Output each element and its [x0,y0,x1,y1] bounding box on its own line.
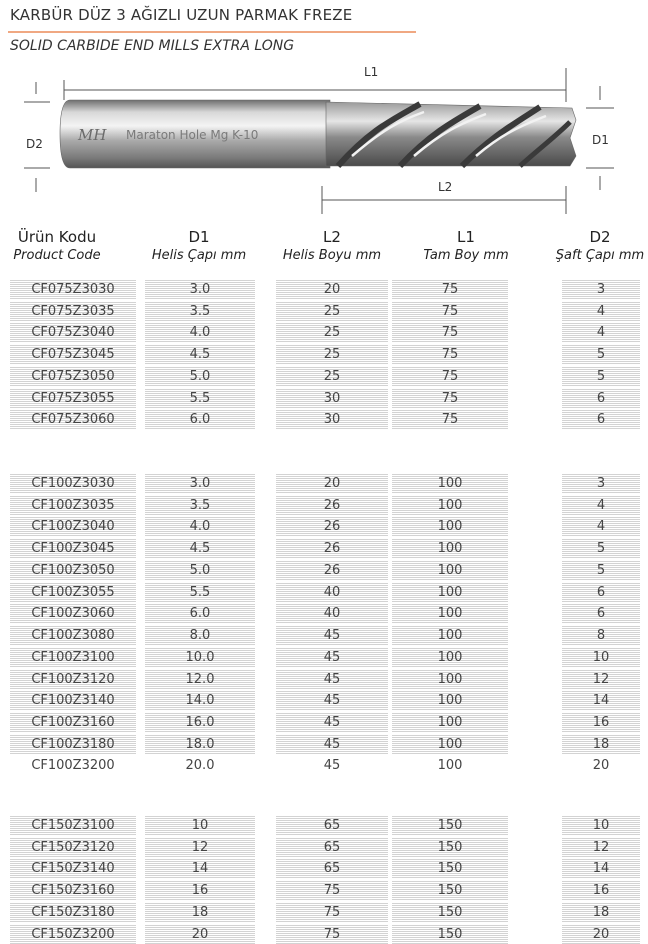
cell-l2: 65 [276,838,388,857]
cell-product-code: CF100Z3040 [10,517,136,536]
cell-d2: 4 [562,517,640,536]
cell-product-code: CF100Z3030 [10,474,136,493]
cell-d1: 3.5 [145,496,255,515]
column-header-d2: D2 Şaft Çapı mm [555,228,645,263]
cell-product-code: CF075Z3030 [10,280,136,299]
cell-l1: 100 [392,670,508,689]
cell-l2: 20 [276,280,388,299]
cell-l1: 100 [392,626,508,645]
cell-d2: 10 [562,816,640,835]
cell-product-code: CF100Z3160 [10,713,136,732]
cell-d2: 6 [562,583,640,602]
label-l2: L2 [438,180,453,194]
cell-product-code: CF075Z3060 [10,410,136,429]
cell-d1: 16 [145,881,255,900]
cell-l1: 75 [392,367,508,386]
cell-product-code: CF075Z3040 [10,323,136,342]
cell-l2: 45 [276,626,388,645]
cell-product-code: CF100Z3060 [10,604,136,623]
cell-d1: 10.0 [145,648,255,667]
cell-product-code: CF100Z3080 [10,626,136,645]
cell-product-code: CF075Z3050 [10,367,136,386]
cell-l1: 75 [392,280,508,299]
cell-product-code: CF150Z3100 [10,816,136,835]
cell-product-code: CF150Z3160 [10,881,136,900]
cell-l2: 25 [276,323,388,342]
cell-l2: 25 [276,345,388,364]
cell-d2: 5 [562,539,640,558]
cell-d1: 5.5 [145,389,255,408]
tool-logo: MH [78,126,107,144]
cell-product-code: CF075Z3045 [10,345,136,364]
cell-d1: 6.0 [145,604,255,623]
cell-d2: 8 [562,626,640,645]
cell-l1: 75 [392,323,508,342]
label-d1: D1 [592,133,609,147]
cell-product-code: CF100Z3100 [10,648,136,667]
cell-d2: 18 [562,735,640,754]
cell-l2: 26 [276,517,388,536]
cell-d2: 5 [562,367,640,386]
cell-d2: 4 [562,323,640,342]
cell-d2: 3 [562,280,640,299]
cell-l1: 75 [392,345,508,364]
cell-l1: 100 [392,735,508,754]
cell-d2: 10 [562,648,640,667]
cell-l2: 45 [276,691,388,710]
tool-engraving: Maraton Hole Mg K-10 [126,128,259,142]
cell-d1: 14.0 [145,691,255,710]
cell-d2: 20 [562,925,640,944]
cell-l1: 100 [392,539,508,558]
cell-l2: 40 [276,583,388,602]
cell-d2: 6 [562,389,640,408]
cell-l2: 75 [276,903,388,922]
column-header-l2: L2 Helis Boyu mm [282,228,382,263]
cell-l2: 75 [276,881,388,900]
cell-l1: 150 [392,903,508,922]
cell-l2: 45 [276,648,388,667]
cell-d1: 4.0 [145,517,255,536]
cell-l2: 65 [276,816,388,835]
cell-l1: 75 [392,389,508,408]
cell-l2: 45 [276,670,388,689]
cell-l1: 100 [392,496,508,515]
cell-l2: 30 [276,410,388,429]
cell-product-code: CF150Z3140 [10,859,136,878]
cell-l1: 150 [392,859,508,878]
cell-l2: 75 [276,925,388,944]
page-title: KARBÜR DÜZ 3 AĞIZLI UZUN PARMAK FREZE [10,6,353,24]
cell-l2: 26 [276,561,388,580]
cell-l2: 25 [276,367,388,386]
label-d2: D2 [26,137,43,151]
cell-d1: 16.0 [145,713,255,732]
cell-l1: 100 [392,474,508,493]
cell-product-code: CF150Z3180 [10,903,136,922]
cell-d2: 14 [562,859,640,878]
label-l1: L1 [364,65,379,79]
cell-product-code: CF100Z3050 [10,561,136,580]
cell-d1: 20 [145,925,255,944]
cell-product-code: CF100Z3035 [10,496,136,515]
cell-product-code: CF100Z3140 [10,691,136,710]
column-header-d1: D1 Helis Çapı mm [151,228,247,263]
cell-d1: 14 [145,859,255,878]
cell-d2: 5 [562,561,640,580]
cell-l1: 100 [392,583,508,602]
cell-d1: 18.0 [145,735,255,754]
cell-l2: 45 [276,735,388,754]
cell-product-code: CF150Z3120 [10,838,136,857]
page-subtitle: SOLID CARBIDE END MILLS EXTRA LONG [10,38,295,54]
cell-d1: 5.0 [145,367,255,386]
cell-product-code: CF100Z3200 [31,758,115,774]
cell-d2: 6 [562,410,640,429]
cell-l1: 150 [392,881,508,900]
cell-d2: 14 [562,691,640,710]
tool-flutes [326,102,576,166]
end-mill-diagram [0,60,648,220]
cell-l1: 75 [392,410,508,429]
cell-d1: 10 [145,816,255,835]
cell-l1: 150 [392,816,508,835]
cell-l1: 150 [392,838,508,857]
cell-d1: 6.0 [145,410,255,429]
cell-d2: 16 [562,881,640,900]
cell-d2: 12 [562,670,640,689]
cell-d1: 3.0 [145,474,255,493]
cell-d2: 4 [562,302,640,321]
cell-product-code: CF100Z3180 [10,735,136,754]
cell-d1: 3.5 [145,302,255,321]
cell-d2: 6 [562,604,640,623]
column-header-product-code: Ürün Kodu Product Code [13,228,101,263]
cell-d2: 20 [592,758,610,774]
cell-d1: 12 [145,838,255,857]
cell-l2: 26 [276,539,388,558]
cell-product-code: CF075Z3055 [10,389,136,408]
cell-d1: 4.0 [145,323,255,342]
cell-l1: 100 [392,561,508,580]
cell-product-code: CF100Z3120 [10,670,136,689]
cell-l2: 26 [276,496,388,515]
cell-d1: 4.5 [145,345,255,364]
cell-d1: 8.0 [145,626,255,645]
cell-d2: 12 [562,838,640,857]
cell-l2: 65 [276,859,388,878]
cell-d1: 3.0 [145,280,255,299]
cell-d1: 20.0 [185,758,215,774]
cell-product-code: CF150Z3200 [10,925,136,944]
cell-l1: 100 [392,517,508,536]
cell-d2: 3 [562,474,640,493]
cell-d2: 5 [562,345,640,364]
cell-product-code: CF100Z3055 [10,583,136,602]
cell-d2: 16 [562,713,640,732]
cell-d2: 4 [562,496,640,515]
cell-l2: 40 [276,604,388,623]
cell-l1: 100 [392,648,508,667]
column-header-l1: L1 Tam Boy mm [423,228,509,263]
cell-l2: 45 [323,758,341,774]
cell-product-code: CF100Z3045 [10,539,136,558]
cell-d1: 12.0 [145,670,255,689]
cell-l1: 100 [437,758,463,774]
cell-d1: 18 [145,903,255,922]
cell-l1: 100 [392,691,508,710]
cell-l1: 75 [392,302,508,321]
cell-d1: 5.5 [145,583,255,602]
cell-product-code: CF075Z3035 [10,302,136,321]
cell-l1: 100 [392,713,508,732]
cell-d2: 18 [562,903,640,922]
cell-l1: 100 [392,604,508,623]
title-divider [8,31,416,33]
cell-d1: 4.5 [145,539,255,558]
cell-l1: 150 [392,925,508,944]
cell-l2: 20 [276,474,388,493]
cell-d1: 5.0 [145,561,255,580]
cell-l2: 25 [276,302,388,321]
cell-l2: 45 [276,713,388,732]
cell-l2: 30 [276,389,388,408]
